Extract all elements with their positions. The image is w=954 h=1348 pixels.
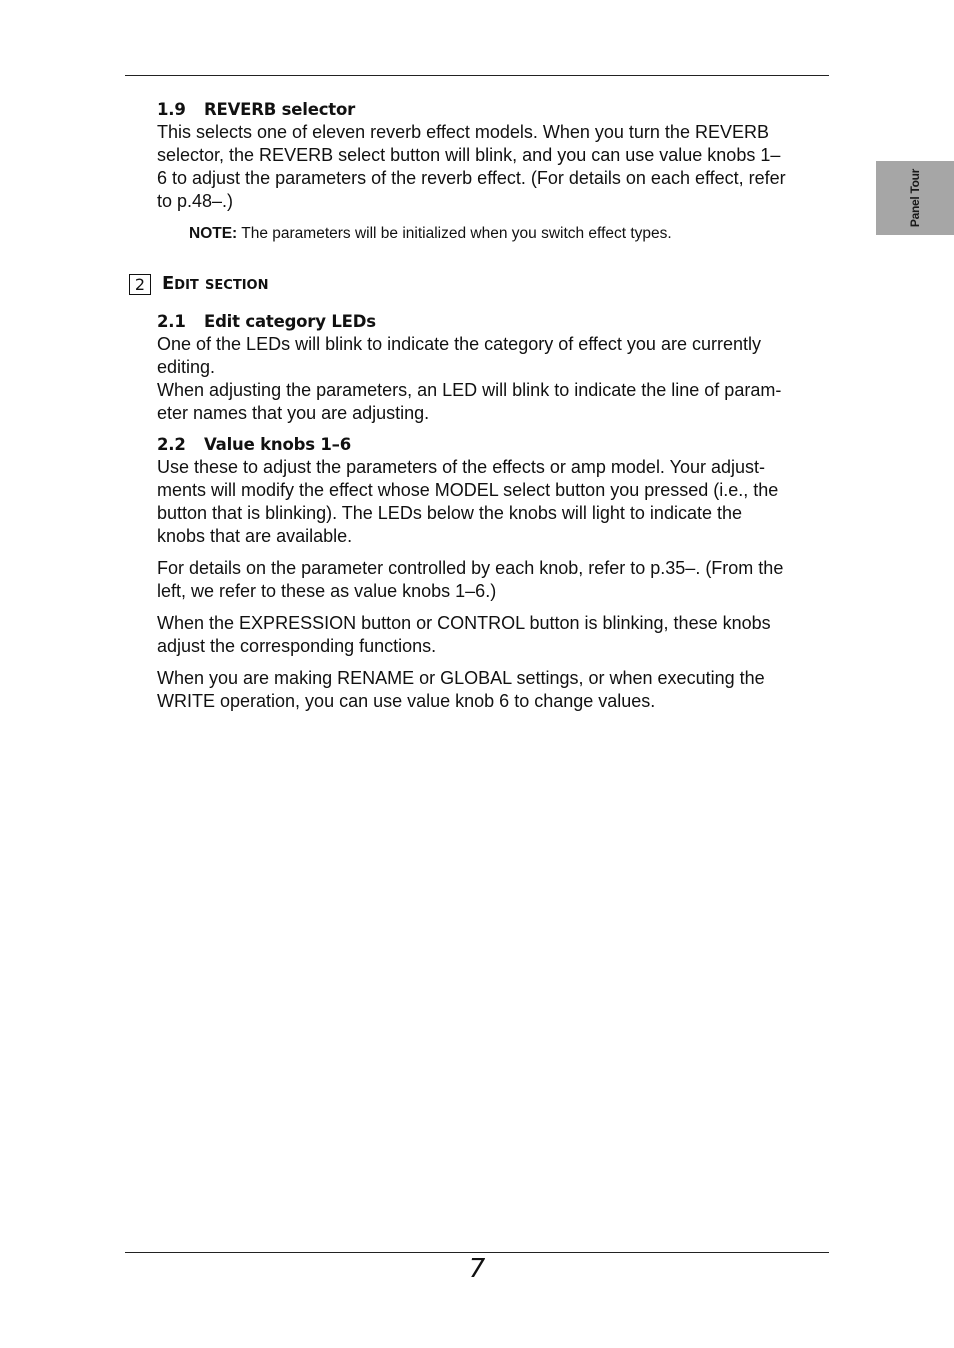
header-rule: [125, 75, 829, 76]
text-line: When you are making RENAME or GLOBAL settings, or when executing the: [157, 668, 765, 688]
text-line: to p.48–.): [157, 191, 234, 211]
section-2-heading: [129, 273, 268, 295]
text-line: editing.: [157, 357, 216, 377]
text-line: When adjusting the parameters, an LED will blink to indicate the line of param-: [157, 380, 782, 400]
text-line: left, we refer to these as value knobs 1–6.): [157, 581, 497, 601]
section-2-1-number: 2.1: [157, 312, 186, 331]
text-line: eter names that you are adjusting.: [157, 403, 430, 423]
section-2-2-title: Value knobs 1–6: [204, 435, 351, 454]
text-line: 6 to adjust the parameters of the reverb effect. (For details on each effect, refer: [157, 168, 786, 188]
section-1-9-heading: [157, 99, 829, 121]
section-2-2-para-4: [157, 667, 829, 713]
section-1-9-body: [157, 121, 829, 213]
text-line: One of the LEDs will blink to indicate the category of effect you are currently: [157, 334, 761, 354]
section-2-2-para-3: [157, 612, 829, 658]
section-2-body: [157, 311, 829, 713]
section-2-1-body: [157, 333, 829, 425]
section-2-number-box: 2: [129, 274, 151, 295]
note-label: NOTE:: [189, 225, 238, 242]
note-text: The parameters will be initialized when you switch effect types.: [241, 225, 672, 242]
side-tab-panel-tour[interactable]: [876, 161, 954, 235]
text-line: knobs that are available.: [157, 526, 353, 546]
text-line: ments will modify the effect whose MODEL select button you pressed (i.e., the: [157, 480, 779, 500]
text-line: selector, the REVERB select button will blink, and you can use value knobs 1–: [157, 145, 781, 165]
text-line: This selects one of eleven reverb effect models. When you turn the REVERB: [157, 122, 769, 142]
page-number: 7: [468, 1254, 486, 1284]
footer-rule: [125, 1252, 829, 1253]
text-line: WRITE operation, you can use value knob 6 to change values.: [157, 691, 656, 711]
section-1-9-number: 1.9: [157, 100, 186, 119]
section-1-9: [157, 99, 829, 244]
section-1-9-title: REVERB selector: [204, 100, 356, 119]
section-2-1-heading: [157, 311, 829, 333]
note: [189, 224, 829, 244]
text-line: button that is blinking). The LEDs below the knobs will light to indicate the: [157, 503, 742, 523]
section-2-title: Edit section: [162, 273, 269, 294]
section-2-2-para-1: [157, 456, 829, 548]
text-line: For details on the parameter controlled by each knob, refer to p.35–. (From the: [157, 558, 784, 578]
section-2-1-title: Edit category LEDs: [204, 312, 376, 331]
section-2-2-heading: [157, 434, 829, 456]
section-2-2-para-2: [157, 557, 829, 603]
text-line: adjust the corresponding functions.: [157, 636, 437, 656]
text-line: Use these to adjust the parameters of the effects or amp model. Your adjust-: [157, 457, 766, 477]
text-line: When the EXPRESSION button or CONTROL button is blinking, these knobs: [157, 613, 771, 633]
section-2-2-number: 2.2: [157, 435, 186, 454]
side-tab-label: Panel Tour: [908, 168, 922, 228]
